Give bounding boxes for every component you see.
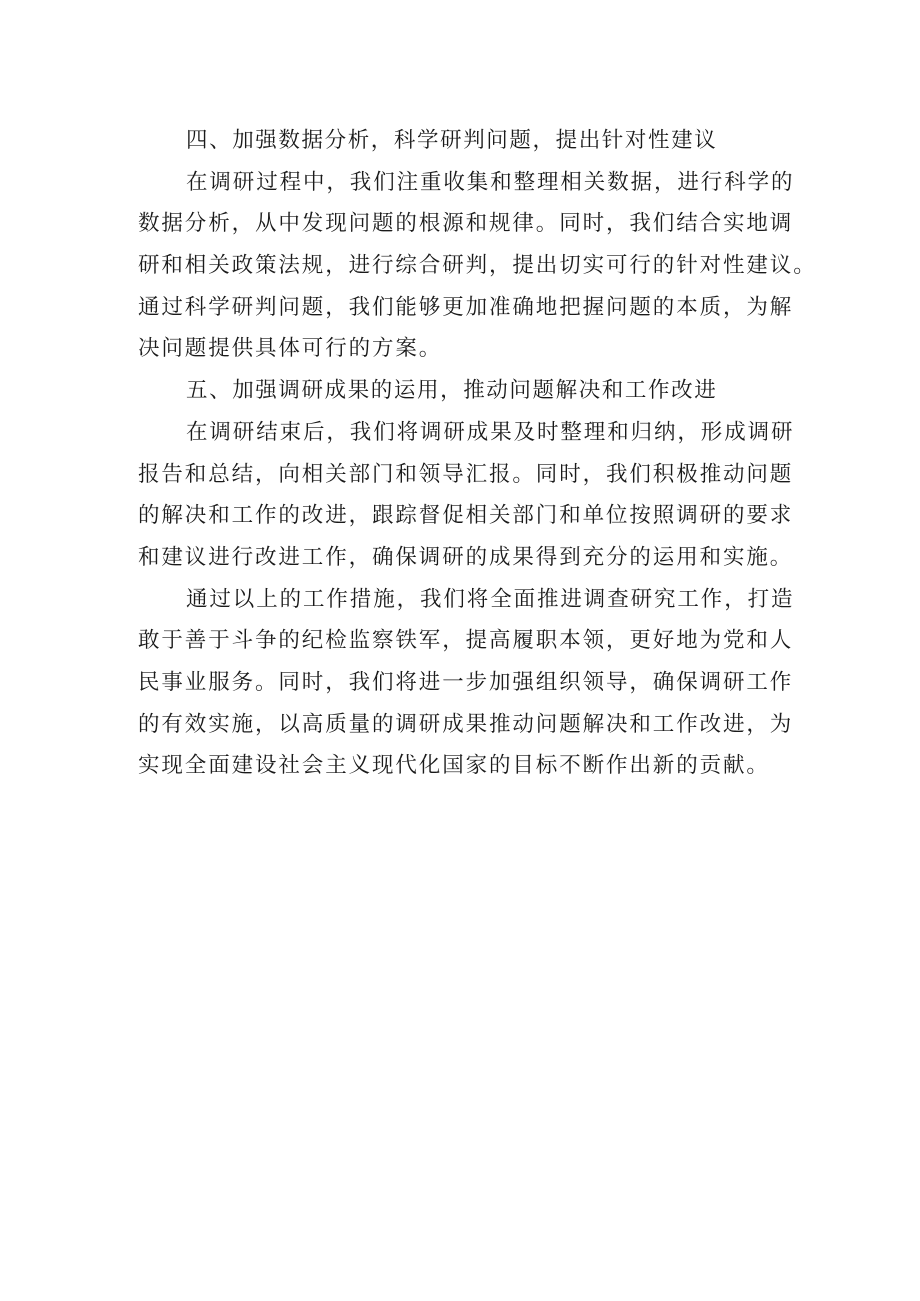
conclusion-section bbox=[138, 579, 798, 787]
paragraph-line: 的解决和工作的改进，跟踪督促相关部门和单位按照调研的要求 bbox=[138, 503, 794, 529]
paragraph-line: 研和相关政策法规，进行综合研判，提出切实可行的针对性建议。 bbox=[138, 253, 817, 279]
paragraph bbox=[138, 162, 817, 370]
document-body bbox=[138, 120, 817, 787]
paragraph-line: 在调研过程中，我们注重收集和整理相关数据，进行科学的 bbox=[186, 169, 795, 195]
paragraph-line: 敢于善于斗争的纪检监察铁军，提高履职本领，更好地为党和人 bbox=[138, 628, 794, 654]
paragraph-line: 在调研结束后，我们将调研成果及时整理和归纳，形成调研 bbox=[186, 419, 795, 445]
section-five bbox=[138, 370, 798, 578]
paragraph-line: 和建议进行改进工作，确保调研的成果得到充分的运用和实施。 bbox=[138, 544, 794, 570]
paragraph-line: 的有效实施，以高质量的调研成果推动问题解决和工作改进，为 bbox=[138, 711, 794, 737]
paragraph-line: 决问题提供具体可行的方案。 bbox=[138, 336, 443, 362]
paragraph bbox=[138, 579, 798, 787]
paragraph-line: 通过科学研判问题，我们能够更加准确地把握问题的本质，为解 bbox=[138, 294, 794, 320]
section-heading: 五、加强调研成果的运用，推动问题解决和工作改进 bbox=[186, 378, 718, 404]
paragraph-line: 通过以上的工作措施，我们将全面推进调查研究工作，打造 bbox=[186, 586, 795, 612]
section-four bbox=[138, 120, 817, 370]
paragraph bbox=[138, 412, 798, 579]
section-heading: 四、加强数据分析，科学研判问题，提出针对性建议 bbox=[186, 128, 718, 153]
paragraph-line: 实现全面建设社会主义现代化国家的目标不断作出新的贡献。 bbox=[138, 753, 770, 779]
paragraph-line: 民事业服务。同时，我们将进一步加强组织领导，确保调研工作 bbox=[138, 669, 794, 695]
paragraph-line: 报告和总结，向相关部门和领导汇报。同时，我们积极推动问题 bbox=[138, 461, 794, 487]
paragraph-line: 数据分析，从中发现问题的根源和规律。同时，我们结合实地调 bbox=[138, 211, 794, 237]
